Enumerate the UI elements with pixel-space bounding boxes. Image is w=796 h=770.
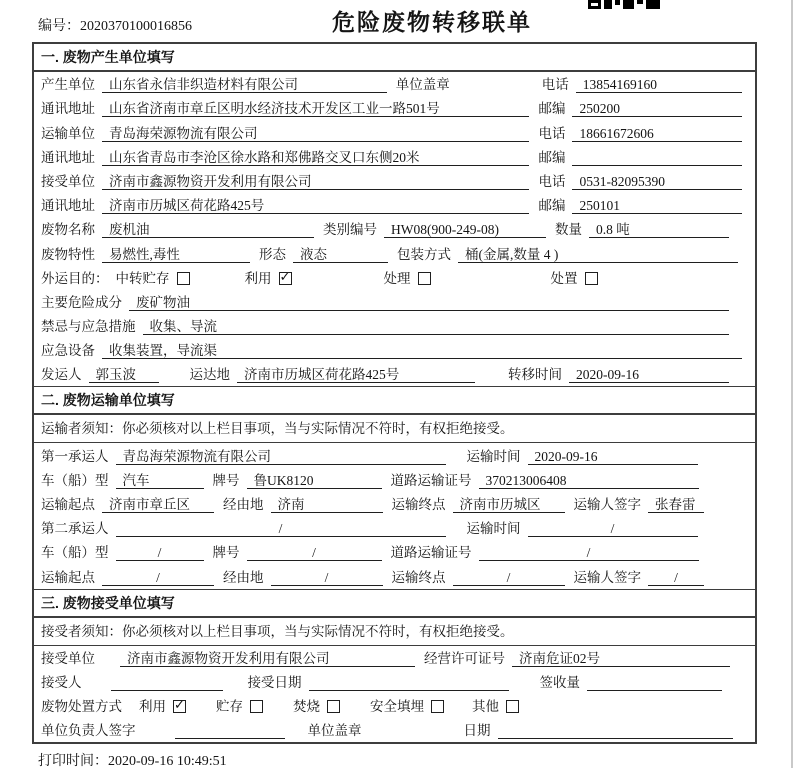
section-note-transporter: 运输者须知：你必须核对以上栏目事项，当与实际情况不符时，有权拒绝接受。 xyxy=(34,415,755,443)
section-title-receiver: 三. 废物接受单位填写 xyxy=(34,590,755,618)
field-value: / xyxy=(271,569,383,586)
form-row xyxy=(34,266,755,290)
field-label: 运输时间 xyxy=(466,448,521,464)
form-row xyxy=(34,468,755,492)
field-label: 牌号 xyxy=(212,472,240,488)
field-value: 液态 xyxy=(293,246,388,263)
field-value: / xyxy=(479,544,699,561)
checkbox-option xyxy=(293,698,340,715)
doc-number-value: 2020370100016856 xyxy=(80,19,192,34)
field-value xyxy=(498,722,733,739)
form-row xyxy=(34,241,755,265)
checkbox-option xyxy=(245,270,292,287)
qr-block xyxy=(646,0,660,9)
field-label: 单位盖章 xyxy=(307,723,362,739)
qr-block xyxy=(623,0,634,9)
field-label: 单位负责人签字 xyxy=(41,723,136,739)
field-label: 禁忌与应急措施 xyxy=(41,319,136,335)
section-producer xyxy=(34,44,755,386)
checkbox-checked-icon xyxy=(173,700,186,713)
section-receiver xyxy=(34,589,755,743)
form-row xyxy=(34,72,755,96)
checkbox-option xyxy=(216,698,263,715)
field-value: 收集装置，导流渠 xyxy=(102,342,742,359)
form-row xyxy=(34,169,755,193)
form-row xyxy=(34,96,755,120)
checkbox-option xyxy=(472,698,519,715)
field-label: 签收量 xyxy=(539,674,580,690)
field-label: 运输时间 xyxy=(466,521,521,537)
checkbox-option xyxy=(139,698,186,715)
form-row xyxy=(34,362,755,386)
field-value: 18661672606 xyxy=(572,125,742,142)
checkbox-label: 贮存 xyxy=(216,699,243,715)
field-label: 发运人 xyxy=(41,367,82,383)
field-label: 接受人 xyxy=(41,674,82,690)
checkbox-option xyxy=(384,270,431,287)
checkbox-label: 处置 xyxy=(550,270,578,286)
field-value: 济南市历城区 xyxy=(453,496,565,513)
field-label: 运达地 xyxy=(189,367,230,383)
field-value: / xyxy=(116,544,204,561)
qr-code-fragment xyxy=(588,0,660,10)
field-label: 运输起点 xyxy=(41,569,95,585)
form-row xyxy=(34,338,755,362)
section-title-transporter: 二. 废物运输单位填写 xyxy=(34,387,755,415)
field-value: 山东省青岛市李沧区徐水路和郑佛路交叉口东侧20米 xyxy=(102,149,529,166)
field-value: 桶(金属,数量 4 ) xyxy=(458,246,738,263)
field-label: 运输起点 xyxy=(41,497,95,512)
field-label: 通讯地址 xyxy=(41,198,95,214)
field-label: 运输人签字 xyxy=(573,497,641,512)
field-label: 邮编 xyxy=(538,149,566,165)
field-label: 接受日期 xyxy=(247,674,302,690)
field-label: 单位盖章 xyxy=(395,77,450,93)
field-label: 运输人签字 xyxy=(573,569,641,585)
checkbox-label: 安全填埋 xyxy=(370,699,424,715)
page-edge-line xyxy=(791,0,793,768)
field-value: / xyxy=(116,520,446,537)
section-note-receiver: 接受者须知：你必须核对以上栏目事项，当与实际情况不符时，有权拒绝接受。 xyxy=(34,618,755,646)
qr-block xyxy=(615,0,620,5)
field-label: 数量 xyxy=(555,222,582,238)
field-label: 外运目的： xyxy=(41,270,109,286)
checkbox-label: 利用 xyxy=(139,699,166,715)
field-label: 包装方式 xyxy=(397,246,451,262)
field-label: 道路运输证号 xyxy=(390,545,472,561)
checkbox-icon xyxy=(250,700,263,713)
field-label: 接受单位 xyxy=(41,650,95,666)
field-value xyxy=(175,722,285,739)
field-label: 产生单位 xyxy=(41,77,95,93)
field-value: 鲁UK8120 xyxy=(247,472,382,489)
field-value: / xyxy=(453,569,565,586)
field-label: 经由地 xyxy=(223,497,264,512)
form-row xyxy=(34,145,755,169)
field-value xyxy=(587,674,722,691)
page-title: 危险废物转移联单 xyxy=(332,9,532,35)
field-label: 道路运输证号 xyxy=(390,472,472,488)
checkbox-option xyxy=(116,270,190,287)
form-row xyxy=(34,670,755,694)
field-value: 2020-09-16 xyxy=(569,366,729,383)
field-label: 废物特性 xyxy=(41,246,95,262)
checkbox-checked-icon xyxy=(279,272,292,285)
checkbox-label: 焚烧 xyxy=(293,699,320,715)
form-row xyxy=(34,120,755,144)
form-row xyxy=(34,217,755,241)
field-value: 济南市历城区荷花路425号 xyxy=(237,366,475,383)
field-value: 2020-09-16 xyxy=(528,448,698,465)
field-value: 370213006408 xyxy=(479,472,699,489)
form-row xyxy=(34,540,755,564)
checkbox-icon xyxy=(431,700,444,713)
field-value: / xyxy=(102,569,214,586)
field-value: / xyxy=(247,544,382,561)
field-value: 济南市历城区荷花路425号 xyxy=(102,197,529,214)
field-value: / xyxy=(528,520,698,537)
checkbox-option xyxy=(370,698,444,715)
field-value: 山东省永信非织造材料有限公司 xyxy=(102,76,387,93)
form-row xyxy=(34,492,755,516)
checkbox-label: 利用 xyxy=(244,270,272,286)
field-value: 山东省济南市章丘区明水经济技术开发区工业一路501号 xyxy=(102,100,529,117)
field-label: 运输终点 xyxy=(391,497,446,512)
field-label: 邮编 xyxy=(538,101,566,117)
field-label: 废物名称 xyxy=(41,222,95,238)
field-label: 电话 xyxy=(538,173,566,189)
checkbox-icon xyxy=(585,272,598,285)
field-label: 经由地 xyxy=(223,569,264,585)
form-row xyxy=(34,564,755,588)
field-value: 易燃性,毒性 xyxy=(102,246,250,263)
qr-block xyxy=(588,0,601,9)
field-label: 转移时间 xyxy=(508,367,562,383)
field-label: 第二承运人 xyxy=(41,521,109,537)
field-label: 车（船）型 xyxy=(41,472,109,488)
field-value: 250101 xyxy=(572,197,742,214)
section-title-producer: 一. 废物产生单位填写 xyxy=(34,44,755,72)
document-header xyxy=(0,0,796,42)
form-row xyxy=(34,646,755,670)
checkbox-icon xyxy=(327,700,340,713)
field-label: 经营许可证号 xyxy=(424,650,505,666)
field-label: 主要危险成分 xyxy=(41,294,122,310)
field-label: 通讯地址 xyxy=(41,101,95,117)
field-value: 郭玉波 xyxy=(89,366,159,383)
field-label: 形态 xyxy=(259,246,286,262)
section-transporter xyxy=(34,386,755,588)
checkbox-icon xyxy=(506,700,519,713)
form-row xyxy=(34,694,755,718)
checkbox-label: 中转贮存 xyxy=(115,270,170,286)
field-value: 济南市鑫源物资开发利用有限公司 xyxy=(102,173,529,190)
field-value: 青岛海荣源物流有限公司 xyxy=(102,125,529,142)
field-value: 济南市鑫源物资开发利用有限公司 xyxy=(120,650,415,667)
form-row xyxy=(34,516,755,540)
field-label: 车（船）型 xyxy=(41,545,109,561)
field-label: 电话 xyxy=(538,125,566,141)
form-row xyxy=(34,718,755,742)
field-value: 济南 xyxy=(271,496,383,513)
field-value: 济南危证02号 xyxy=(512,650,730,667)
field-value: 废机油 xyxy=(102,221,314,238)
field-value: 济南市章丘区 xyxy=(102,496,214,513)
field-value: 张春雷 xyxy=(648,496,704,513)
field-label: 第一承运人 xyxy=(41,448,109,464)
print-time-value: 2020-09-16 10:49:51 xyxy=(108,754,227,770)
field-label: 通讯地址 xyxy=(41,149,95,165)
field-label: 废物处置方式 xyxy=(41,699,122,715)
doc-number xyxy=(38,15,192,35)
field-label: 接受单位 xyxy=(41,173,95,189)
checkbox-option xyxy=(551,270,598,287)
field-value: HW08(900-249-08) xyxy=(384,221,546,238)
form-row xyxy=(34,314,755,338)
print-time-label: 打印时间： xyxy=(38,754,108,770)
qr-block xyxy=(604,0,612,9)
manifest-form xyxy=(32,42,757,744)
form-row xyxy=(34,443,755,467)
field-value xyxy=(111,674,223,691)
field-value: 青岛海荣源物流有限公司 xyxy=(116,448,446,465)
field-value: 汽车 xyxy=(116,472,204,489)
form-row xyxy=(34,290,755,314)
field-label: 牌号 xyxy=(212,545,240,561)
field-value: / xyxy=(648,569,704,586)
field-label: 类别编号 xyxy=(323,222,377,238)
form-row xyxy=(34,193,755,217)
field-value: 收集、导流 xyxy=(143,318,729,335)
field-value xyxy=(572,149,742,166)
doc-number-label: 编号： xyxy=(38,19,80,34)
field-label: 运输单位 xyxy=(41,125,95,141)
field-label: 日期 xyxy=(463,723,491,739)
field-label: 电话 xyxy=(541,77,569,93)
field-value: 0.8 吨 xyxy=(589,221,729,238)
checkbox-icon xyxy=(177,272,190,285)
field-value: 废矿物油 xyxy=(129,294,729,311)
print-time xyxy=(38,750,796,770)
field-label: 应急设备 xyxy=(41,343,95,359)
checkbox-label: 处理 xyxy=(383,270,411,286)
field-value xyxy=(309,674,509,691)
checkbox-icon xyxy=(418,272,431,285)
qr-block xyxy=(637,0,643,4)
field-value: 250200 xyxy=(572,100,742,117)
field-label: 运输终点 xyxy=(391,569,446,585)
field-value: 13854169160 xyxy=(576,76,742,93)
checkbox-label: 其他 xyxy=(472,699,499,715)
field-label: 邮编 xyxy=(538,198,566,214)
field-value: 0531-82095390 xyxy=(572,173,742,190)
